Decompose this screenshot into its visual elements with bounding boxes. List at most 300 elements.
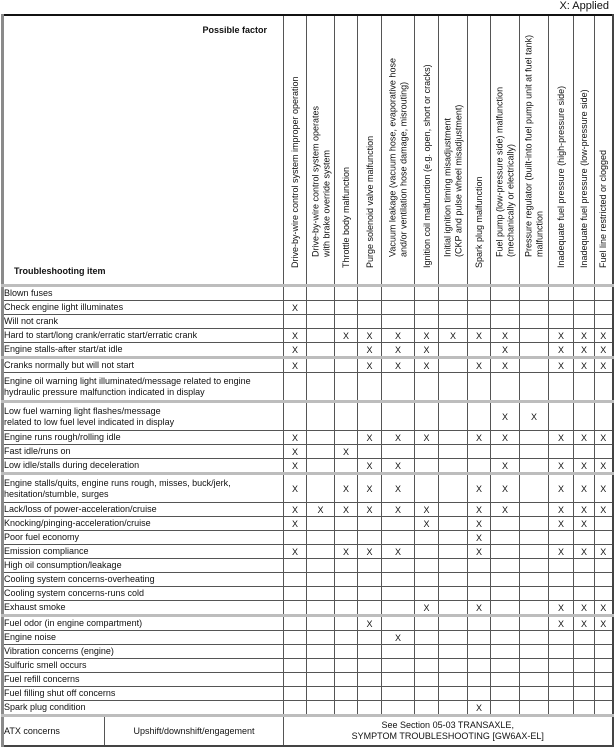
applied-mark: X (549, 358, 574, 373)
empty-cell (595, 373, 613, 402)
item-label-line: Fuel filling shut off concerns (4, 688, 116, 698)
factor-label-line: Fuel line restricted or clogged (598, 149, 608, 268)
applied-mark: X (358, 431, 382, 445)
troubleshooting-item (3, 503, 284, 517)
empty-cell (382, 601, 415, 616)
item-label-line: High oil consumption/leakage (4, 560, 122, 570)
empty-cell (284, 631, 307, 645)
table-row (3, 431, 613, 445)
empty-cell (595, 286, 613, 301)
empty-cell (415, 286, 439, 301)
empty-cell (335, 701, 358, 716)
empty-cell (358, 402, 382, 431)
applied-mark: X (382, 631, 415, 645)
empty-cell (439, 474, 468, 503)
atx-reference (284, 716, 613, 747)
empty-cell (439, 301, 468, 315)
table-row (3, 445, 613, 459)
empty-cell (491, 616, 520, 631)
empty-cell (595, 659, 613, 673)
empty-cell (439, 701, 468, 716)
troubleshooting-item-heading: Troubleshooting item (14, 266, 106, 276)
empty-cell (574, 373, 595, 402)
atx-sub-item: Upshift/downshift/engagement (105, 716, 284, 747)
table-row (3, 687, 613, 701)
applied-mark: X (284, 445, 307, 459)
empty-cell (284, 701, 307, 716)
empty-cell (307, 329, 335, 343)
empty-cell (307, 531, 335, 545)
factor-label (443, 105, 464, 257)
empty-cell (415, 645, 439, 659)
empty-cell (520, 474, 549, 503)
troubleshooting-item (3, 573, 284, 587)
empty-cell (439, 645, 468, 659)
empty-cell (468, 645, 491, 659)
empty-cell (284, 531, 307, 545)
empty-cell (284, 315, 307, 329)
item-label-line: Cooling system concerns-runs cold (4, 588, 145, 598)
empty-cell (439, 517, 468, 531)
applied-mark: X (358, 545, 382, 559)
factor-header (358, 15, 382, 286)
applied-mark: X (335, 445, 358, 459)
empty-cell (284, 616, 307, 631)
item-label-line: Fast idle/runs on (4, 446, 71, 456)
table-row (3, 459, 613, 474)
possible-factor-heading: Possible factor (202, 25, 267, 35)
empty-cell (307, 673, 335, 687)
empty-cell (382, 701, 415, 716)
factor-header (491, 15, 520, 286)
table-row (3, 343, 613, 358)
table-row (3, 631, 613, 645)
applied-mark: X (284, 503, 307, 517)
empty-cell (415, 474, 439, 503)
empty-cell (358, 631, 382, 645)
header-row (3, 15, 613, 286)
empty-cell (415, 373, 439, 402)
applied-mark: X (382, 329, 415, 343)
applied-mark: X (491, 402, 520, 431)
applied-mark: X (549, 545, 574, 559)
table-row (3, 373, 613, 402)
empty-cell (284, 673, 307, 687)
empty-cell (491, 315, 520, 329)
empty-cell (574, 301, 595, 315)
empty-cell (335, 531, 358, 545)
empty-cell (549, 687, 574, 701)
empty-cell (335, 358, 358, 373)
applied-mark: X (549, 517, 574, 531)
empty-cell (307, 373, 335, 402)
empty-cell (549, 531, 574, 545)
empty-cell (595, 701, 613, 716)
empty-cell (307, 587, 335, 601)
item-label-line: Check engine light illuminates (4, 302, 124, 312)
empty-cell (335, 601, 358, 616)
troubleshooting-item (3, 601, 284, 616)
empty-cell (335, 573, 358, 587)
empty-cell (307, 687, 335, 701)
applied-mark: X (549, 601, 574, 616)
applied-mark: X (382, 358, 415, 373)
empty-cell (520, 503, 549, 517)
empty-cell (439, 659, 468, 673)
item-label-line: related to low fuel level indicated in display (4, 416, 175, 427)
empty-cell (468, 445, 491, 459)
table-row (3, 573, 613, 587)
empty-cell (335, 343, 358, 358)
factor-header (549, 15, 574, 286)
empty-cell (439, 587, 468, 601)
empty-cell (415, 402, 439, 431)
empty-cell (415, 559, 439, 573)
empty-cell (284, 645, 307, 659)
empty-cell (335, 659, 358, 673)
applied-mark: X (468, 701, 491, 716)
empty-cell (439, 402, 468, 431)
item-label-line: Emission compliance (4, 546, 89, 556)
item-label-line: Cooling system concerns-overheating (4, 574, 155, 584)
troubleshooting-item (3, 517, 284, 531)
table-row (3, 587, 613, 601)
empty-cell (382, 301, 415, 315)
factor-header (439, 15, 468, 286)
empty-cell (439, 687, 468, 701)
empty-cell (520, 358, 549, 373)
empty-cell (491, 301, 520, 315)
empty-cell (595, 645, 613, 659)
empty-cell (307, 659, 335, 673)
applied-mark: X (284, 459, 307, 474)
factor-label-line: (mechanically or electrically) (505, 143, 515, 257)
applied-mark: X (574, 601, 595, 616)
empty-cell (520, 431, 549, 445)
empty-cell (520, 531, 549, 545)
applied-mark: X (307, 503, 335, 517)
applied-mark: X (335, 474, 358, 503)
empty-cell (382, 286, 415, 301)
empty-cell (491, 601, 520, 616)
empty-cell (382, 673, 415, 687)
empty-cell (335, 687, 358, 701)
empty-cell (335, 517, 358, 531)
empty-cell (574, 531, 595, 545)
applied-mark: X (284, 545, 307, 559)
empty-cell (382, 616, 415, 631)
applied-mark: X (358, 474, 382, 503)
table-row (3, 286, 613, 301)
factor-header (520, 15, 549, 286)
empty-cell (549, 659, 574, 673)
empty-cell (595, 315, 613, 329)
applied-mark: X (574, 343, 595, 358)
empty-cell (382, 687, 415, 701)
applied-mark: X (549, 431, 574, 445)
header-corner (3, 15, 284, 286)
atx-row (3, 716, 613, 747)
empty-cell (574, 631, 595, 645)
applied-mark: X (335, 503, 358, 517)
factor-label (341, 166, 352, 267)
applied-mark: X (468, 517, 491, 531)
empty-cell (520, 373, 549, 402)
applied-mark: X (358, 503, 382, 517)
empty-cell (415, 631, 439, 645)
empty-cell (382, 517, 415, 531)
item-label-line: Spark plug condition (4, 702, 86, 712)
empty-cell (468, 631, 491, 645)
empty-cell (415, 315, 439, 329)
factor-label (495, 87, 516, 257)
applied-mark: X (358, 616, 382, 631)
applied-mark: X (382, 545, 415, 559)
table-row (3, 645, 613, 659)
empty-cell (520, 559, 549, 573)
empty-cell (415, 701, 439, 716)
applied-mark: X (468, 474, 491, 503)
applied-mark: X (415, 358, 439, 373)
applied-mark: X (574, 358, 595, 373)
empty-cell (468, 687, 491, 701)
empty-cell (335, 559, 358, 573)
factor-header (574, 15, 595, 286)
empty-cell (284, 286, 307, 301)
empty-cell (358, 445, 382, 459)
factor-label (310, 106, 331, 257)
empty-cell (307, 517, 335, 531)
empty-cell (468, 315, 491, 329)
empty-cell (358, 315, 382, 329)
troubleshooting-item (3, 358, 284, 373)
applied-mark: X (491, 474, 520, 503)
empty-cell (520, 587, 549, 601)
empty-cell (491, 286, 520, 301)
empty-cell (335, 673, 358, 687)
applied-mark: X (382, 431, 415, 445)
empty-cell (307, 431, 335, 445)
empty-cell (439, 343, 468, 358)
factor-header (307, 15, 335, 286)
factor-label (524, 35, 545, 257)
empty-cell (358, 517, 382, 531)
factor-label-line: (CKP and pulse wheel misadjustment) (453, 104, 463, 257)
item-label-line: Poor fuel economy (4, 532, 80, 542)
applied-mark: X (284, 329, 307, 343)
empty-cell (439, 459, 468, 474)
factor-label-line: Fuel pump (low-pressure side) malfunction (494, 86, 505, 257)
empty-cell (468, 573, 491, 587)
empty-cell (468, 616, 491, 631)
empty-cell (468, 286, 491, 301)
empty-cell (382, 573, 415, 587)
applied-mark: X (358, 459, 382, 474)
applied-mark: X (549, 343, 574, 358)
empty-cell (307, 459, 335, 474)
item-label-line: Lack/loss of power-acceleration/cruise (4, 504, 157, 514)
factor-label (579, 89, 590, 268)
applied-mark: X (284, 301, 307, 315)
applied-mark: X (468, 503, 491, 517)
applied-mark: X (491, 503, 520, 517)
empty-cell (595, 559, 613, 573)
empty-cell (284, 587, 307, 601)
empty-cell (468, 559, 491, 573)
empty-cell (549, 286, 574, 301)
troubleshooting-item (3, 559, 284, 573)
troubleshooting-item (3, 687, 284, 701)
empty-cell (335, 286, 358, 301)
empty-cell (574, 573, 595, 587)
factor-header (382, 15, 415, 286)
empty-cell (307, 601, 335, 616)
empty-cell (358, 559, 382, 573)
empty-cell (335, 431, 358, 445)
factor-header (335, 15, 358, 286)
empty-cell (491, 545, 520, 559)
empty-cell (415, 573, 439, 587)
applied-mark: X (574, 329, 595, 343)
empty-cell (549, 315, 574, 329)
empty-cell (574, 402, 595, 431)
table-row (3, 616, 613, 631)
empty-cell (307, 286, 335, 301)
factor-label-line: Inadequate fuel pressure (low-pressure side) (578, 88, 589, 268)
table-row (3, 701, 613, 716)
table-row (3, 329, 613, 343)
empty-cell (307, 402, 335, 431)
empty-cell (549, 701, 574, 716)
empty-cell (520, 343, 549, 358)
troubleshooting-item (3, 616, 284, 631)
empty-cell (307, 358, 335, 373)
empty-cell (307, 445, 335, 459)
empty-cell (491, 659, 520, 673)
factor-label-line: Spark plug malfunction (473, 175, 484, 268)
applied-mark: X (468, 329, 491, 343)
factor-label-line: Vacuum leakage (vacuum hose, evaporative hose (387, 58, 398, 257)
empty-cell (468, 459, 491, 474)
empty-cell (415, 659, 439, 673)
applied-mark: X (574, 517, 595, 531)
empty-cell (284, 402, 307, 431)
empty-cell (415, 687, 439, 701)
item-label-line: Vibration concerns (engine) (4, 646, 114, 656)
applied-mark: X (415, 517, 439, 531)
item-label-line: Engine oil warning light illuminated/message related to engine (4, 375, 251, 386)
empty-cell (335, 301, 358, 315)
item-label-line: Fuel odor (in engine compartment) (4, 618, 143, 628)
empty-cell (520, 645, 549, 659)
empty-cell (358, 601, 382, 616)
empty-cell (549, 373, 574, 402)
empty-cell (358, 286, 382, 301)
empty-cell (520, 445, 549, 459)
empty-cell (549, 559, 574, 573)
empty-cell (358, 673, 382, 687)
empty-cell (307, 701, 335, 716)
empty-cell (382, 445, 415, 459)
item-label-line: Sulfuric smell occurs (4, 660, 87, 670)
empty-cell (439, 616, 468, 631)
empty-cell (491, 373, 520, 402)
empty-cell (284, 559, 307, 573)
factor-label-line: and/or ventilation hose damage, misrouting) (398, 81, 408, 257)
factor-header (284, 15, 307, 286)
table-row (3, 402, 613, 431)
empty-cell (595, 631, 613, 645)
empty-cell (595, 673, 613, 687)
applied-mark: X (415, 343, 439, 358)
item-label-line: Exhaust smoke (4, 602, 66, 612)
applied-mark: X (595, 616, 613, 631)
empty-cell (415, 301, 439, 315)
atx-reference-line: See Section 05-03 TRANSAXLE, (381, 720, 514, 730)
empty-cell (439, 373, 468, 402)
factor-label (421, 64, 432, 268)
table-row (3, 474, 613, 503)
applied-mark: X (595, 545, 613, 559)
troubleshooting-item (3, 459, 284, 474)
empty-cell (439, 631, 468, 645)
empty-cell (439, 315, 468, 329)
troubleshooting-item (3, 373, 284, 402)
empty-cell (491, 701, 520, 716)
factor-label-line: Purge solenoid valve malfunction (364, 135, 375, 268)
empty-cell (335, 373, 358, 402)
applied-mark: X (335, 545, 358, 559)
empty-cell (574, 559, 595, 573)
empty-cell (574, 687, 595, 701)
empty-cell (335, 587, 358, 601)
empty-cell (520, 459, 549, 474)
applied-mark: X (415, 431, 439, 445)
factor-label (474, 176, 485, 268)
item-label-line: Engine stalls/quits, engine runs rough, misses, buck/jerk, (4, 477, 231, 488)
atx-concerns-label: ATX concerns (3, 716, 105, 747)
factor-label (598, 149, 609, 267)
troubleshooting-item (3, 301, 284, 315)
empty-cell (335, 616, 358, 631)
empty-cell (574, 701, 595, 716)
applied-mark: X (574, 431, 595, 445)
troubleshooting-item (3, 659, 284, 673)
applied-mark: X (549, 503, 574, 517)
empty-cell (415, 673, 439, 687)
empty-cell (335, 315, 358, 329)
applied-mark: X (415, 329, 439, 343)
empty-cell (439, 559, 468, 573)
empty-cell (574, 673, 595, 687)
empty-cell (549, 445, 574, 459)
empty-cell (439, 431, 468, 445)
empty-cell (468, 659, 491, 673)
empty-cell (574, 645, 595, 659)
empty-cell (549, 673, 574, 687)
applied-mark: X (468, 601, 491, 616)
empty-cell (468, 301, 491, 315)
empty-cell (415, 445, 439, 459)
empty-cell (307, 631, 335, 645)
troubleshooting-item (3, 531, 284, 545)
empty-cell (307, 559, 335, 573)
empty-cell (574, 286, 595, 301)
applied-mark: X (284, 517, 307, 531)
item-label-line: Low fuel warning light flashes/message (4, 405, 161, 416)
empty-cell (468, 402, 491, 431)
empty-cell (439, 573, 468, 587)
